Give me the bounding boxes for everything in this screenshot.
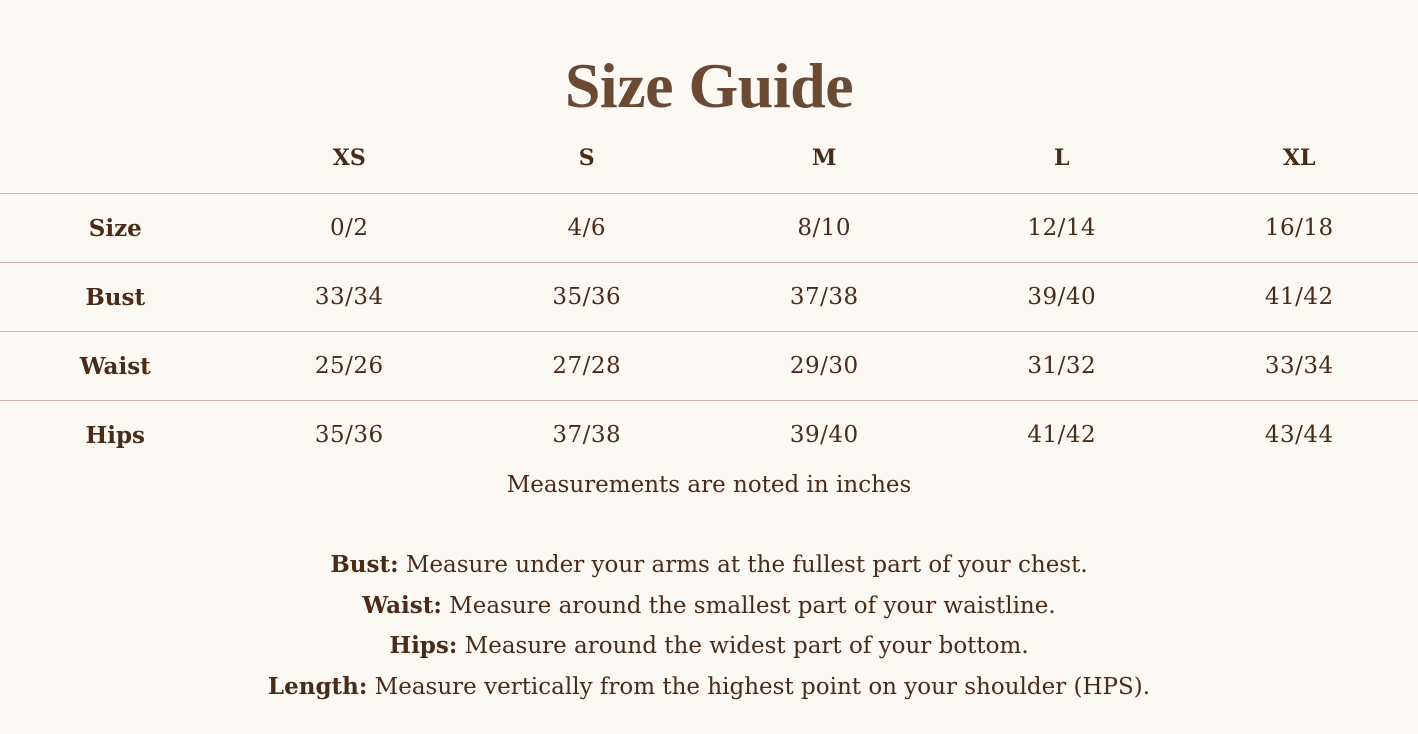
instruction-term: Waist:	[362, 591, 442, 619]
table-row-hips	[0, 401, 1418, 470]
table-cell: 43/44	[1264, 422, 1334, 449]
table-cell: 0/2	[230, 194, 468, 263]
table-cell: 33/34	[1180, 332, 1418, 401]
header-cell-xl: XL	[1180, 122, 1418, 194]
table-row-size	[0, 194, 1418, 263]
table-cell: 39/40	[789, 422, 859, 449]
header-cell-xs: XS	[230, 122, 468, 194]
header-cell-empty	[0, 122, 230, 194]
row-label: Waist	[0, 332, 230, 401]
table-row-waist	[0, 332, 1418, 401]
table-row-bust	[0, 263, 1418, 332]
table-cell: 16/18	[1180, 194, 1418, 263]
instruction-text: Measure vertically from the highest point on your shoulder (HPS).	[367, 673, 1151, 700]
instruction-bust	[0, 545, 1418, 586]
table-cell: 37/38	[552, 422, 622, 449]
measurement-unit-note: Measurements are noted in inches	[506, 472, 912, 498]
header-cell-s: S	[468, 122, 706, 194]
instruction-term: Hips:	[389, 632, 458, 659]
table-cell: 41/42	[1027, 422, 1097, 449]
header-cell-l: L	[943, 122, 1181, 194]
table-cell: 39/40	[943, 263, 1181, 332]
instruction-text: Measure around the smallest part of your waistline.	[441, 592, 1056, 619]
table-header-row	[0, 122, 1418, 194]
row-label: Size	[0, 194, 230, 263]
instruction-waist	[0, 586, 1418, 627]
table-cell: 27/28	[468, 332, 706, 401]
table-cell: 8/10	[705, 194, 943, 263]
page-title: Size Guide	[564, 49, 854, 121]
table-cell: 35/36	[468, 263, 706, 332]
table-cell: 4/6	[468, 194, 706, 263]
table-cell: 33/34	[230, 263, 468, 332]
header-cell-m: M	[705, 122, 943, 194]
instruction-length	[0, 667, 1418, 708]
row-label: Hips	[85, 421, 145, 449]
instruction-hips	[0, 626, 1418, 667]
instruction-text: Measure under your arms at the fullest part of your chest.	[398, 552, 1088, 578]
table-cell: 12/14	[943, 194, 1181, 263]
table-cell: 29/30	[705, 332, 943, 401]
table-cell: 35/36	[314, 422, 384, 449]
instruction-term: Bust:	[330, 551, 399, 578]
instruction-text: Measure around the widest part of your bottom.	[457, 633, 1029, 659]
instruction-term: Length:	[267, 672, 368, 700]
row-label: Bust	[0, 263, 230, 332]
table-cell: 37/38	[705, 263, 943, 332]
table-cell: 25/26	[230, 332, 468, 401]
table-cell: 41/42	[1180, 263, 1418, 332]
table-cell: 31/32	[943, 332, 1181, 401]
measuring-instructions	[0, 545, 1418, 707]
size-chart-table	[0, 122, 1418, 470]
